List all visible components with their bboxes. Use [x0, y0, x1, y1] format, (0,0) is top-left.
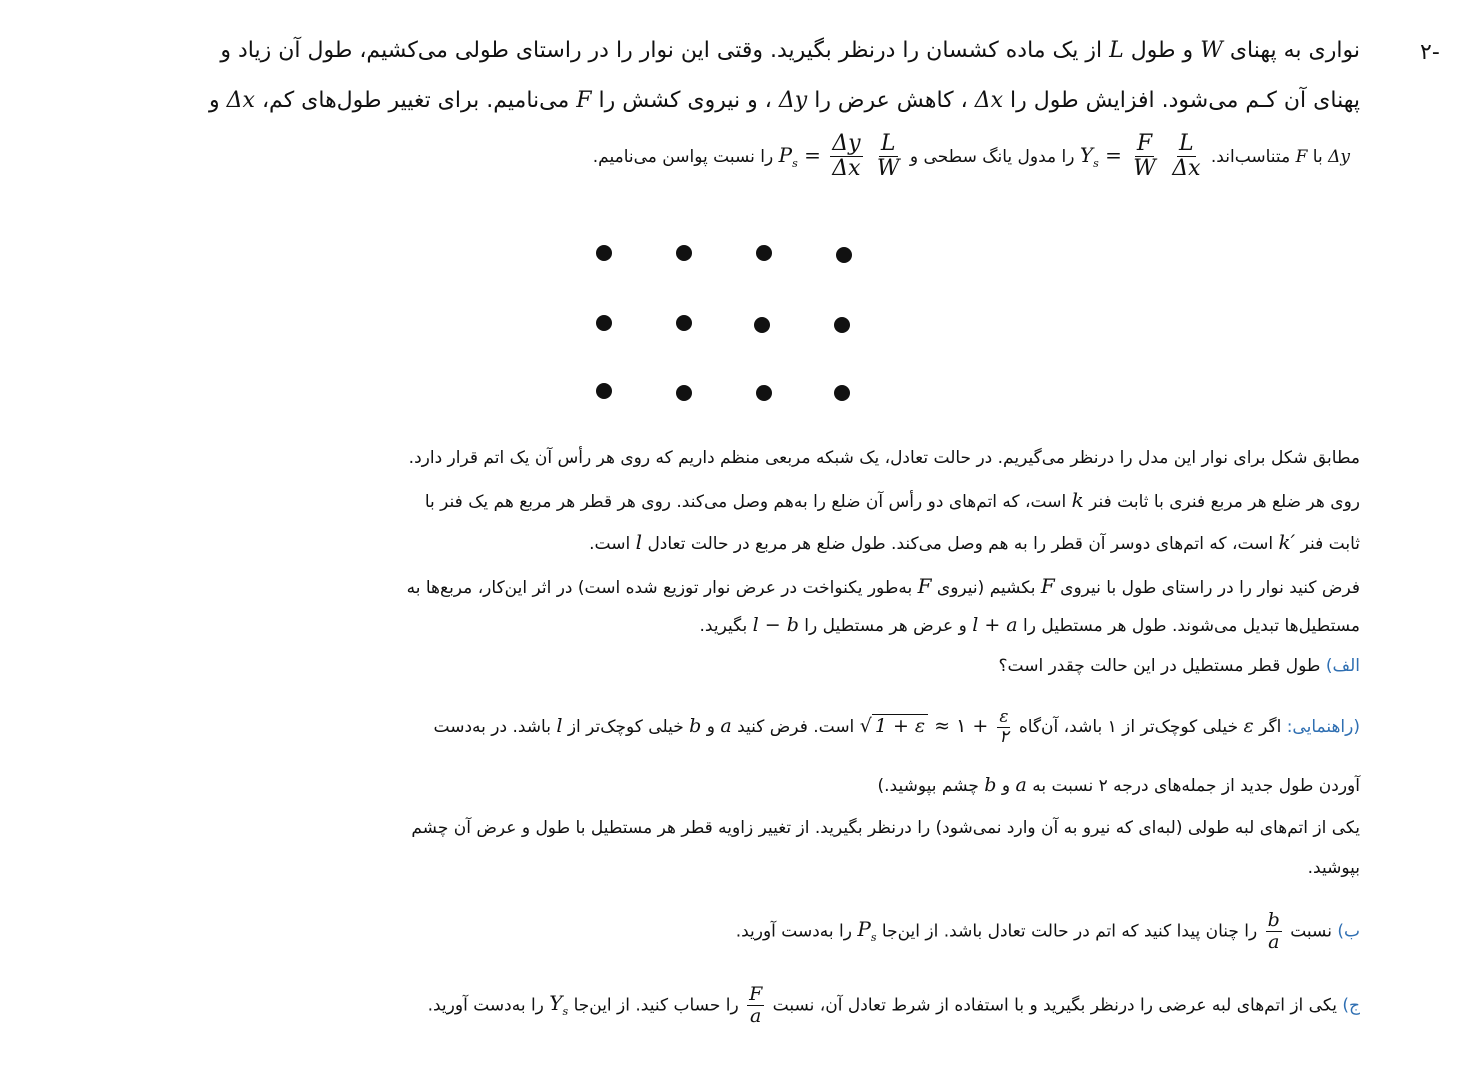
problem-line-3: Δy با F متناسب‌اند. $Y_s$ = $\frac{F}{W}$ $\frac{L}{\Delta x}$ را مدول یانگ سطحی و $P_s$ = $\frac{\Delta y}{\Delta x}$ $\frac{L}{W}$ را نسبت پواسن می‌نامیم. — [592, 131, 1350, 182]
description-line-2: روی هر ضلع هر مربع فنری با ثابت فنر k است، که اتم‌های دو رأس آن ضلع را به‌هم وصل می‌کند. روی هر قطر هر مربع هم یک فنر با — [424, 488, 1360, 512]
description-line-3: ثابت فنر k′ است، که اتم‌های دوسر آن قطر را به هم وصل می‌کند. طول ضلع هر مربع در حالت تعادل l است. — [589, 530, 1360, 554]
hint-line-3: یکی از اتم‌های لبه طولی (لبه‌ای که نیرو به آن وارد نمی‌شود) را درنظر بگیرید. از تغییر زاویه قطر هر مستطیل با طول و عرض آن چشم — [411, 818, 1360, 838]
description-line-5: مستطیل‌ها تبدیل می‌شوند. طول هر مستطیل را l + a و عرض هر مستطیل را l − b بگیرید. — [699, 614, 1360, 636]
problem-line-1: نواری به پهنای W و طول L از یک ماده کشسان را درنظر بگیرید. وقتی این نوار را در راستای طولی می‌کشیم، طول آن زیاد و — [220, 38, 1360, 63]
part-be: ب) نسبت $\frac{b}{a}$ را چنان پیدا کنید که اتم در حالت تعادل باشد. از این‌جا $P_s$ را به‌دست آورید. — [735, 909, 1360, 953]
atom-dot — [596, 383, 612, 399]
problem-number: -۲ — [1420, 40, 1440, 65]
atom-dot — [596, 315, 612, 331]
hint-line-2: آوردن طول جدید از جمله‌های درجه ۲ نسبت به a و b چشم بپوشید.) — [877, 774, 1360, 796]
hint-formula: √ 1 + ε ≈ ۱ + $\frac{\varepsilon}{۲}$ — [859, 707, 1009, 747]
hint-line-1: (راهنمایی: اگر ε خیلی کوچک‌تر از ۱ باشد، آن‌گاه √ 1 + ε ≈ ۱ + $\frac{\varepsilon}{۲}$ است. فرض کنید a و b خیلی کوچک‌تر از l باشد. در به‌دست — [433, 707, 1360, 747]
atom-dot — [834, 385, 850, 401]
atom-dot — [756, 385, 772, 401]
description-line-1: مطابق شکل برای نوار این مدل را درنظر می‌گیریم. در حالت تعادل، یک شبکه مربعی منظم داریم که روی هر رأس آن یک اتم قرار دارد. — [408, 448, 1360, 468]
part-alef: الف) طول قطر مستطیل در این حالت چقدر است؟ — [998, 656, 1360, 676]
part-jim: ج) یکی از اتم‌های لبه عرضی را درنظر بگیرید و با استفاده از شرط تعادل آن، نسبت $\frac{F}{a}$ را حساب کنید. از این‌جا $Y_s$ را به‌دست آورید. — [427, 983, 1360, 1027]
problem-line-2: پهنای آن کـم می‌شود. افزایش طول را Δx ، کاهش عرض را Δy ، و نیروی کشش را F می‌نامیم. برای تغییر طول‌های کم، Δx و — [209, 88, 1360, 113]
young-modulus-formula: $Y_s$ = $\frac{F}{W}$ $\frac{L}{\Delta x}$ — [1079, 131, 1201, 182]
atom-dot — [676, 315, 692, 331]
description-line-4: فرض کنید نوار را در راستای طول با نیروی F بکشیم (نیروی F به‌طور یکنواخت در عرض نوار توزیع شده است) در اثر این‌کار، مربع‌ها به — [406, 574, 1360, 598]
poisson-ratio-formula: $P_s$ = $\frac{\Delta y}{\Delta x}$ $\frac{L}{W}$ — [778, 131, 900, 182]
atom-dot — [836, 247, 852, 263]
hint-line-4: بپوشید. — [1307, 858, 1360, 878]
atom-dot — [834, 317, 850, 333]
atom-dot — [596, 245, 612, 261]
atom-dot — [676, 245, 692, 261]
atom-dot — [676, 385, 692, 401]
atom-dot — [756, 245, 772, 261]
atom-dot — [754, 317, 770, 333]
